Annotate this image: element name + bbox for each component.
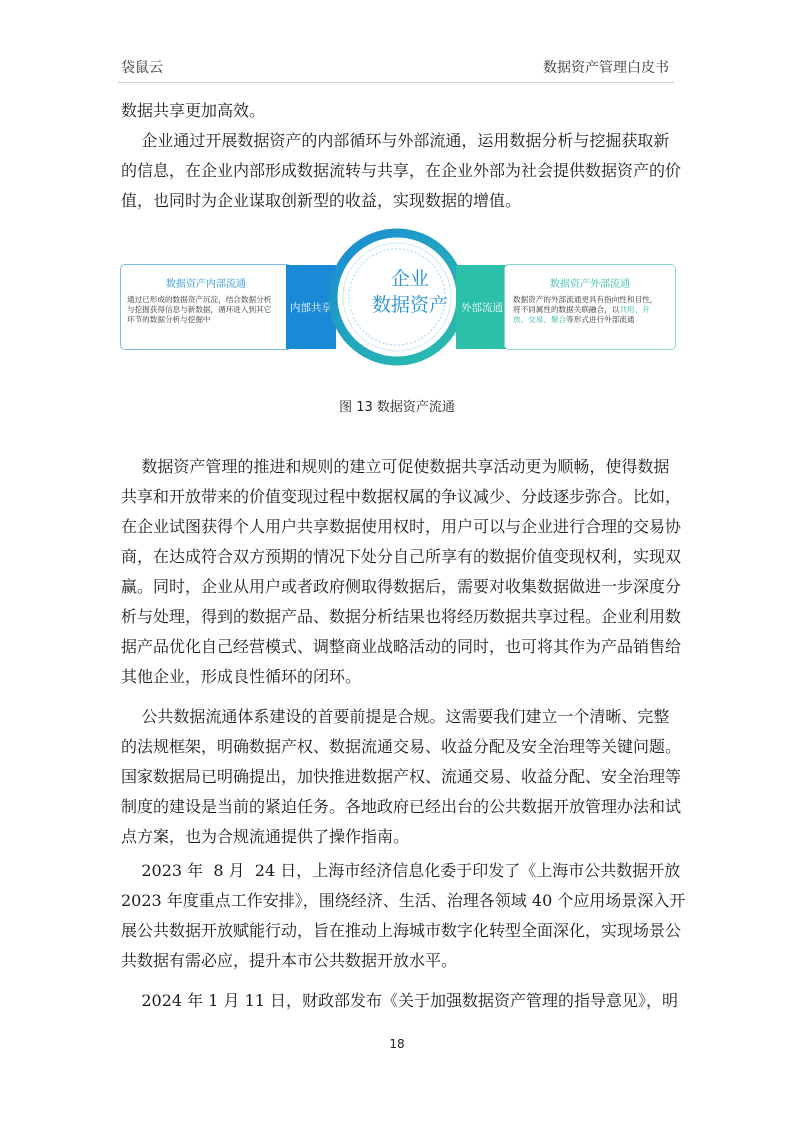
right-panel-text: 等形式进行外部流通 [566,315,635,324]
paragraph-4 [121,856,686,976]
text-line: 公共数据流通体系建设的首要前提是合规。这需要我们建立一个清晰、完整 [121,707,670,726]
left-panel-line: 与挖掘获得信息与新数据，循环进入到其它 [127,305,272,314]
text-line: 共享和开放带来的价值变现过程中数据权属的争议减少、分歧逐步弥合。比如， [121,487,682,506]
right-panel-text: 将不同属性的数据关联融合，以 [513,305,620,314]
text-line: 其他企业，形成良性循环的闭环。 [121,667,362,686]
left-tag: 内部共享 [286,265,336,349]
text-line: 的信息，在企业内部形成数据流转与共享，在企业外部为社会提供数据资产的价 [121,161,682,180]
text-line: 数据共享更加高效。 [121,101,266,120]
paragraph-3 [121,702,682,852]
text-line: 析与处理，得到的数据产品、数据分析结果也将经历数据共享过程。企业利用数 [121,607,682,626]
left-panel-line: 通过已形成的数据资产沉淀，结合数据分析 [127,295,272,304]
page-number: 18 [389,1037,405,1051]
text-line: 2023 年度重点工作安排》，围绕经济、生活、治理各领域 40 个应用场景深入开 [121,891,686,910]
text-line: 在企业试图获得个人用户共享数据使用权时，用户可以与企业进行合理的交易协 [121,517,682,536]
text-line: 共数据有需必应，提升本市公共数据开放水平。 [121,951,458,970]
right-panel [504,264,676,350]
figure-data-asset-circulation [118,228,676,388]
left-panel [120,264,292,350]
left-panel-title: 数据资产内部流通 [166,279,246,290]
text-line: 2024 年 1 月 11 日，财政部发布《关于加强数据资产管理的指导意见》，明 [121,991,679,1010]
right-tag: 外部流通 [456,265,508,349]
intro-paragraph [121,96,677,126]
right-panel-line [513,305,673,315]
right-panel-highlight: 放、交易、聚合 [513,315,567,324]
text-line: 商，在达成符合双方预期的情况下处分自己所享有的数据价值变现权利，实现双 [121,547,682,566]
paragraph-1 [121,126,682,216]
text-line: 值，也同时为企业谋取创新型的收益，实现数据的增值。 [121,191,522,210]
paragraph-2 [121,452,682,692]
header-left: 袋鼠云 [121,60,163,76]
text-line: 2023 年 8 月 24 日，上海市经济信息化委于印发了《上海市公共数据开放 [121,861,681,880]
header-right: 数据资产管理白皮书 [543,60,669,76]
text-line: 数据资产管理的推进和规则的建立可促使数据共享活动更为顺畅，使得数据 [121,457,670,476]
right-panel-title: 数据资产外部流通 [550,279,630,290]
right-panel-line [513,315,673,325]
text-line: 赢。同时，企业从用户或者政府侧取得数据后，需要对收集数据做进一步深度分 [121,577,682,596]
text-line: 制度的建设是当前的紧迫任务。各地政府已经出台的公共数据开放管理办法和试 [121,797,682,816]
figure-caption: 图 13 数据资产流通 [339,400,455,415]
header-rule [118,82,674,83]
center-label-line2: 数据资产 [371,294,448,316]
text-line: 点方案，也为合规流通提供了操作指南。 [121,827,410,846]
text-line: 的法规框架，明确数据产权、数据流通交易、收益分配及安全治理等关键问题。 [121,737,682,756]
left-panel-body [127,295,287,325]
text-line: 企业通过开展数据资产的内部循环与外部流通，运用数据分析与挖掘获取新 [121,131,670,150]
text-line: 展公共数据开放赋能行动，旨在推动上海城市数字化转型全面深化，实现场景公 [121,921,682,940]
paragraph-5 [121,986,677,1016]
text-line: 据产品优化自己经营模式、调整商业战略活动的同时，也可将其作为产品销售给 [121,637,682,656]
right-panel-highlight: 共用、开 [619,305,650,314]
center-label-line1: 企业 [390,268,429,290]
right-panel-line: 数据资产的外部流通更具有指向性和目性， [513,295,658,304]
left-panel-line: 环节的数据分析与挖掘中 [127,315,211,324]
text-line: 国家数据局已明确提出，加快推进数据产权、流通交易、收益分配、安全治理等 [121,767,682,786]
right-panel-body [513,295,673,325]
